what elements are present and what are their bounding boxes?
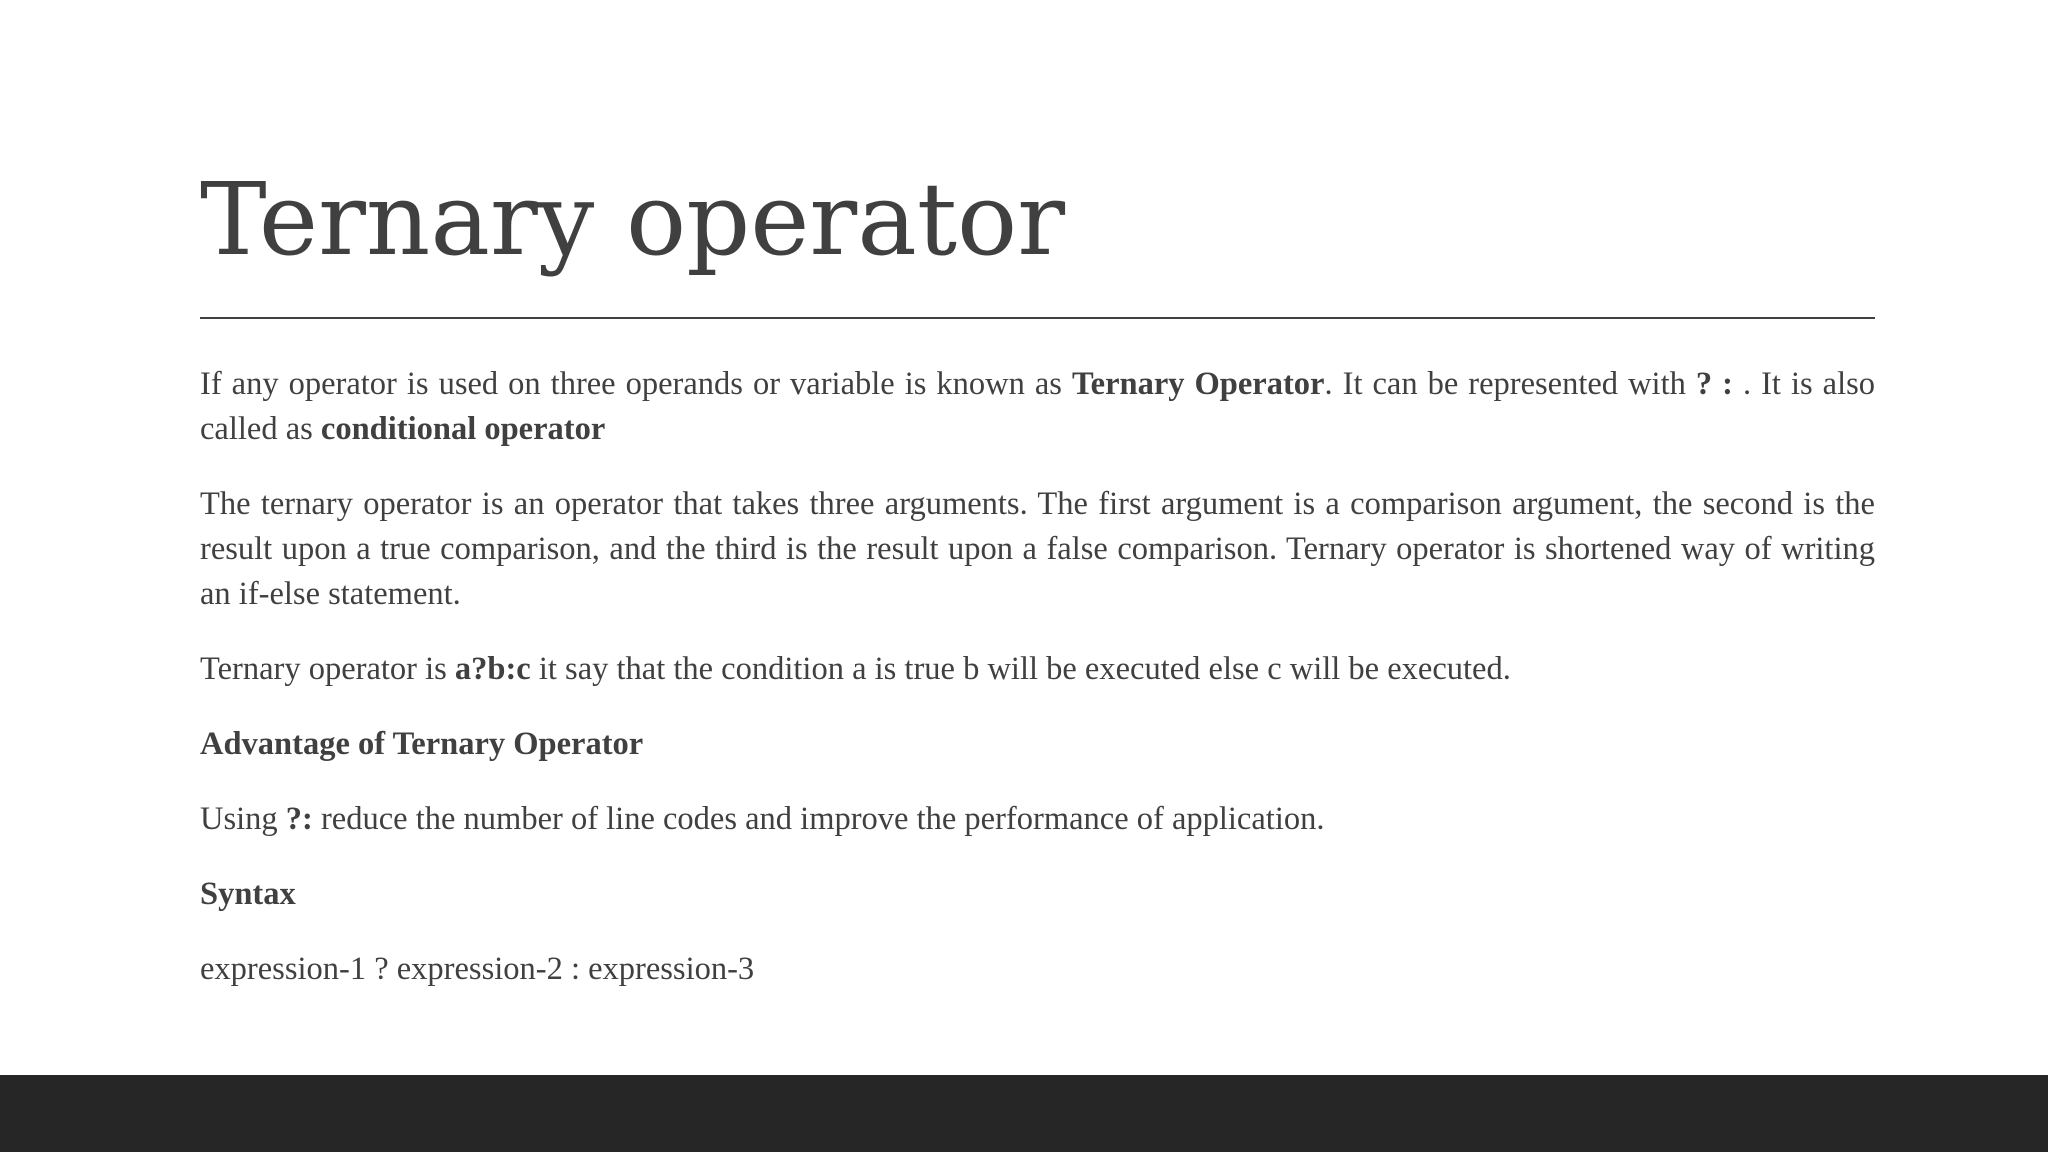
title-divider: [200, 317, 1875, 319]
advantage-heading: Advantage of Ternary Operator: [200, 726, 644, 762]
arguments-paragraph: The ternary operator is an operator that takes three arguments. The first argument is a comparison argument, the second is the result upon a true comparison, and the third is the result upon a false comparison. Ternary operator is shortened way of writing an if-else statement.: [200, 486, 1875, 612]
advantage-paragraph: Using ?: reduce the number of line codes and improve the performance of application.: [200, 801, 1325, 837]
operator-symbol: ? :: [1695, 366, 1733, 402]
footer-band: [0, 1075, 2048, 1152]
syntax-expression: expression-1 ? expression-2 : expression-3: [200, 951, 755, 987]
operator-symbol-short: ?:: [285, 801, 313, 837]
form-paragraph: Ternary operator is a?b:c it say that the condition a is true b will be executed else c will be executed.: [200, 651, 1511, 687]
term-conditional-operator: conditional operator: [320, 411, 606, 447]
definition-paragraph: If any operator is used on three operands or variable is known as Ternary Operator. It can be represented with ? : . It is also called as conditional operator: [200, 366, 1876, 447]
slide-body: [200, 362, 1875, 1022]
syntax-heading: Syntax: [200, 876, 296, 912]
slide-title: Ternary operator: [200, 161, 1066, 278]
term-ternary-operator: Ternary Operator: [1071, 366, 1325, 402]
form-expression: a?b:c: [454, 651, 531, 687]
